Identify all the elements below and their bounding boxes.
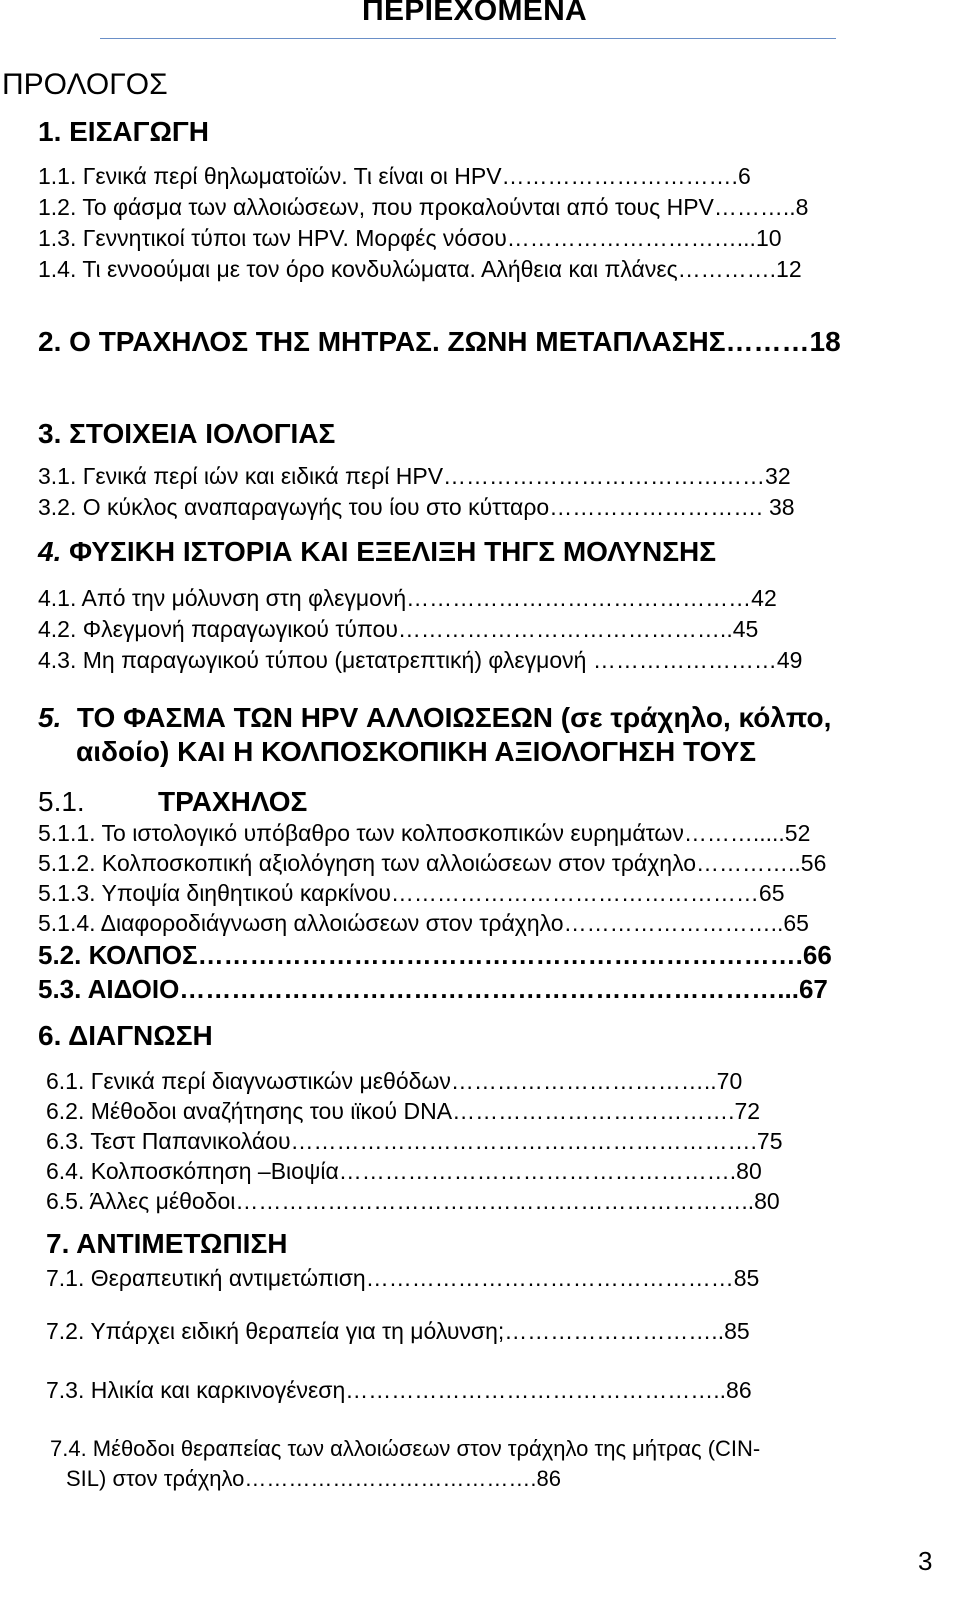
section-6-heading: 6. ΔΙΑΓΝΩΣΗ (38, 1020, 213, 1051)
section-4-heading (38, 536, 716, 568)
page-number: 3 (918, 1546, 933, 1576)
toc-entry-1-2: 1.2. Το φάσμα των αλλοιώσεων, που προκαλούνται από τους HPV………..8 (38, 194, 809, 220)
subsection-5-1-title: ΤΡΑΧΗΛΟΣ (158, 786, 308, 817)
toc-entry-4-1: 4.1. Από την μόλυνση στη φλεγμονή………………………………………42 (38, 585, 777, 611)
toc-entry-7-3: 7.3. Ηλικία και καρκινογένεση…………………………………………..86 (46, 1377, 752, 1403)
section-2-heading: 2. Ο ΤΡΑΧΗΛΟΣ ΤΗΣ ΜΗΤΡΑΣ. ΖΩΝΗ ΜΕΤΑΠΛΑΣΗΣ………18 (38, 326, 841, 357)
toc-entry-6-3: 6.3. Τεστ Παπανικολάου…………………………………………………….75 (46, 1128, 783, 1154)
toc-entry-6-2: 6.2. Μέθοδοι αναζήτησης του ιϊκού DNA……………………………….72 (46, 1098, 761, 1124)
section-3-heading: 3. ΣΤΟΙΧΕΙΑ ΙΟΛΟΓΙΑΣ (38, 418, 336, 449)
toc-entry-7-2: 7.2. Υπάρχει ειδική θεραπεία για τη μόλυνση;………………………..85 (46, 1318, 750, 1344)
section-5-heading-line2: αιδοίο) ΚΑΙ Η ΚΟΛΠΟΣΚΟΠΙΚΗ ΑΞΙΟΛΟΓΗΣΗ ΤΟΥΣ (76, 736, 757, 767)
prologue-entry: ΠΡΟΛΟΓΟΣ (2, 68, 168, 101)
toc-entry-5-1-2: 5.1.2. Κολποσκοπική αξιολόγηση των αλλοιώσεων στον τράχηλο…………..56 (38, 850, 827, 876)
toc-entry-5-1-1: 5.1.1. Το ιστολογικό υπόβαθρο των κολποσκοπικών ευρημάτων……….....52 (38, 820, 811, 846)
section-4-title: ΦΥΣΙΚΗ ΙΣΤΟΡΙΑ ΚΑΙ ΕΞΕΛΙΞΗ ΤΗΓΣ ΜΟΛΥΝΣΗΣ (69, 536, 717, 567)
section-5-heading-line1 (38, 702, 831, 734)
toc-entry-7-1: 7.1. Θεραπευτική αντιμετώπιση…………………………………………85 (46, 1265, 760, 1291)
toc-entry-5-3: 5.3. ΑΙΔΟΙΟ……………………………………………………………...67 (38, 974, 828, 1004)
toc-entry-6-1: 6.1. Γενικά περί διαγνωστικών μεθόδων……………………………..70 (46, 1068, 743, 1094)
title-underline (100, 38, 836, 39)
toc-entry-7-4-line2: SIL) στον τράχηλο………………………………….86 (66, 1466, 561, 1491)
toc-entry-5-1-4: 5.1.4. Διαφοροδιάγνωση αλλοιώσεων στον τράχηλο………………………..65 (38, 910, 809, 936)
section-7-heading: 7. ΑΝΤΙΜΕΤΩΠΙΣΗ (46, 1228, 288, 1259)
toc-entry-3-1: 3.1. Γενικά περί ιών και ειδικά περί HPV……………………………………32 (38, 463, 791, 489)
section-4-number: 4. (38, 536, 62, 567)
subsection-5-1-number: 5.1. (38, 786, 85, 817)
toc-entry-3-2: 3.2. Ο κύκλος αναπαραγωγής του ίου στο κύτταρο………………………. 38 (38, 494, 795, 520)
section-1-heading: 1. ΕΙΣΑΓΩΓΗ (38, 116, 209, 147)
toc-entry-6-5: 6.5. Άλλες μέθοδοι…………………………………………………………..80 (46, 1188, 780, 1214)
toc-entry-7-4-line1: 7.4. Μέθοδοι θεραπείας των αλλοιώσεων στον τράχηλο της μήτρας (CIN- (50, 1436, 761, 1461)
toc-entry-1-3: 1.3. Γεννητικοί τύποι των HPV. Μορφές νόσου…………………………...10 (38, 225, 782, 251)
toc-entry-6-4: 6.4. Κολποσκόπηση –Βιοψία…………………………………………….80 (46, 1158, 762, 1184)
toc-entry-1-1: 1.1. Γενικά περί θηλωματοϊών. Τι είναι οι HPV………………………….6 (38, 163, 751, 189)
toc-entry-5-2: 5.2. ΚΟΛΠΟΣ…………………………………………………………….66 (38, 940, 832, 970)
page-title: ΠΕΡΙΕΧΟΜΕΝΑ (362, 0, 588, 27)
toc-entry-4-3: 4.3. Μη παραγωγικού τύπου (μετατρεπτική) φλεγμονή ……………………49 (38, 647, 803, 673)
toc-entry-5-1-3: 5.1.3. Υποψία διηθητικού καρκίνου…………………………………………65 (38, 880, 785, 906)
toc-entry-1-4: 1.4. Τι εννοούμαι με τον όρο κονδυλώματα. Αλήθεια και πλάνες………….12 (38, 256, 802, 282)
section-5-title: ΤΟ ΦΑΣΜΑ ΤΩΝ HPV ΑΛΛΟΙΩΣΕΩΝ (σε τράχηλο, κόλπο, (76, 702, 832, 733)
toc-entry-4-2: 4.2. Φλεγμονή παραγωγικού τύπου……………………………………..45 (38, 616, 759, 642)
section-5-number: 5. (38, 702, 62, 733)
